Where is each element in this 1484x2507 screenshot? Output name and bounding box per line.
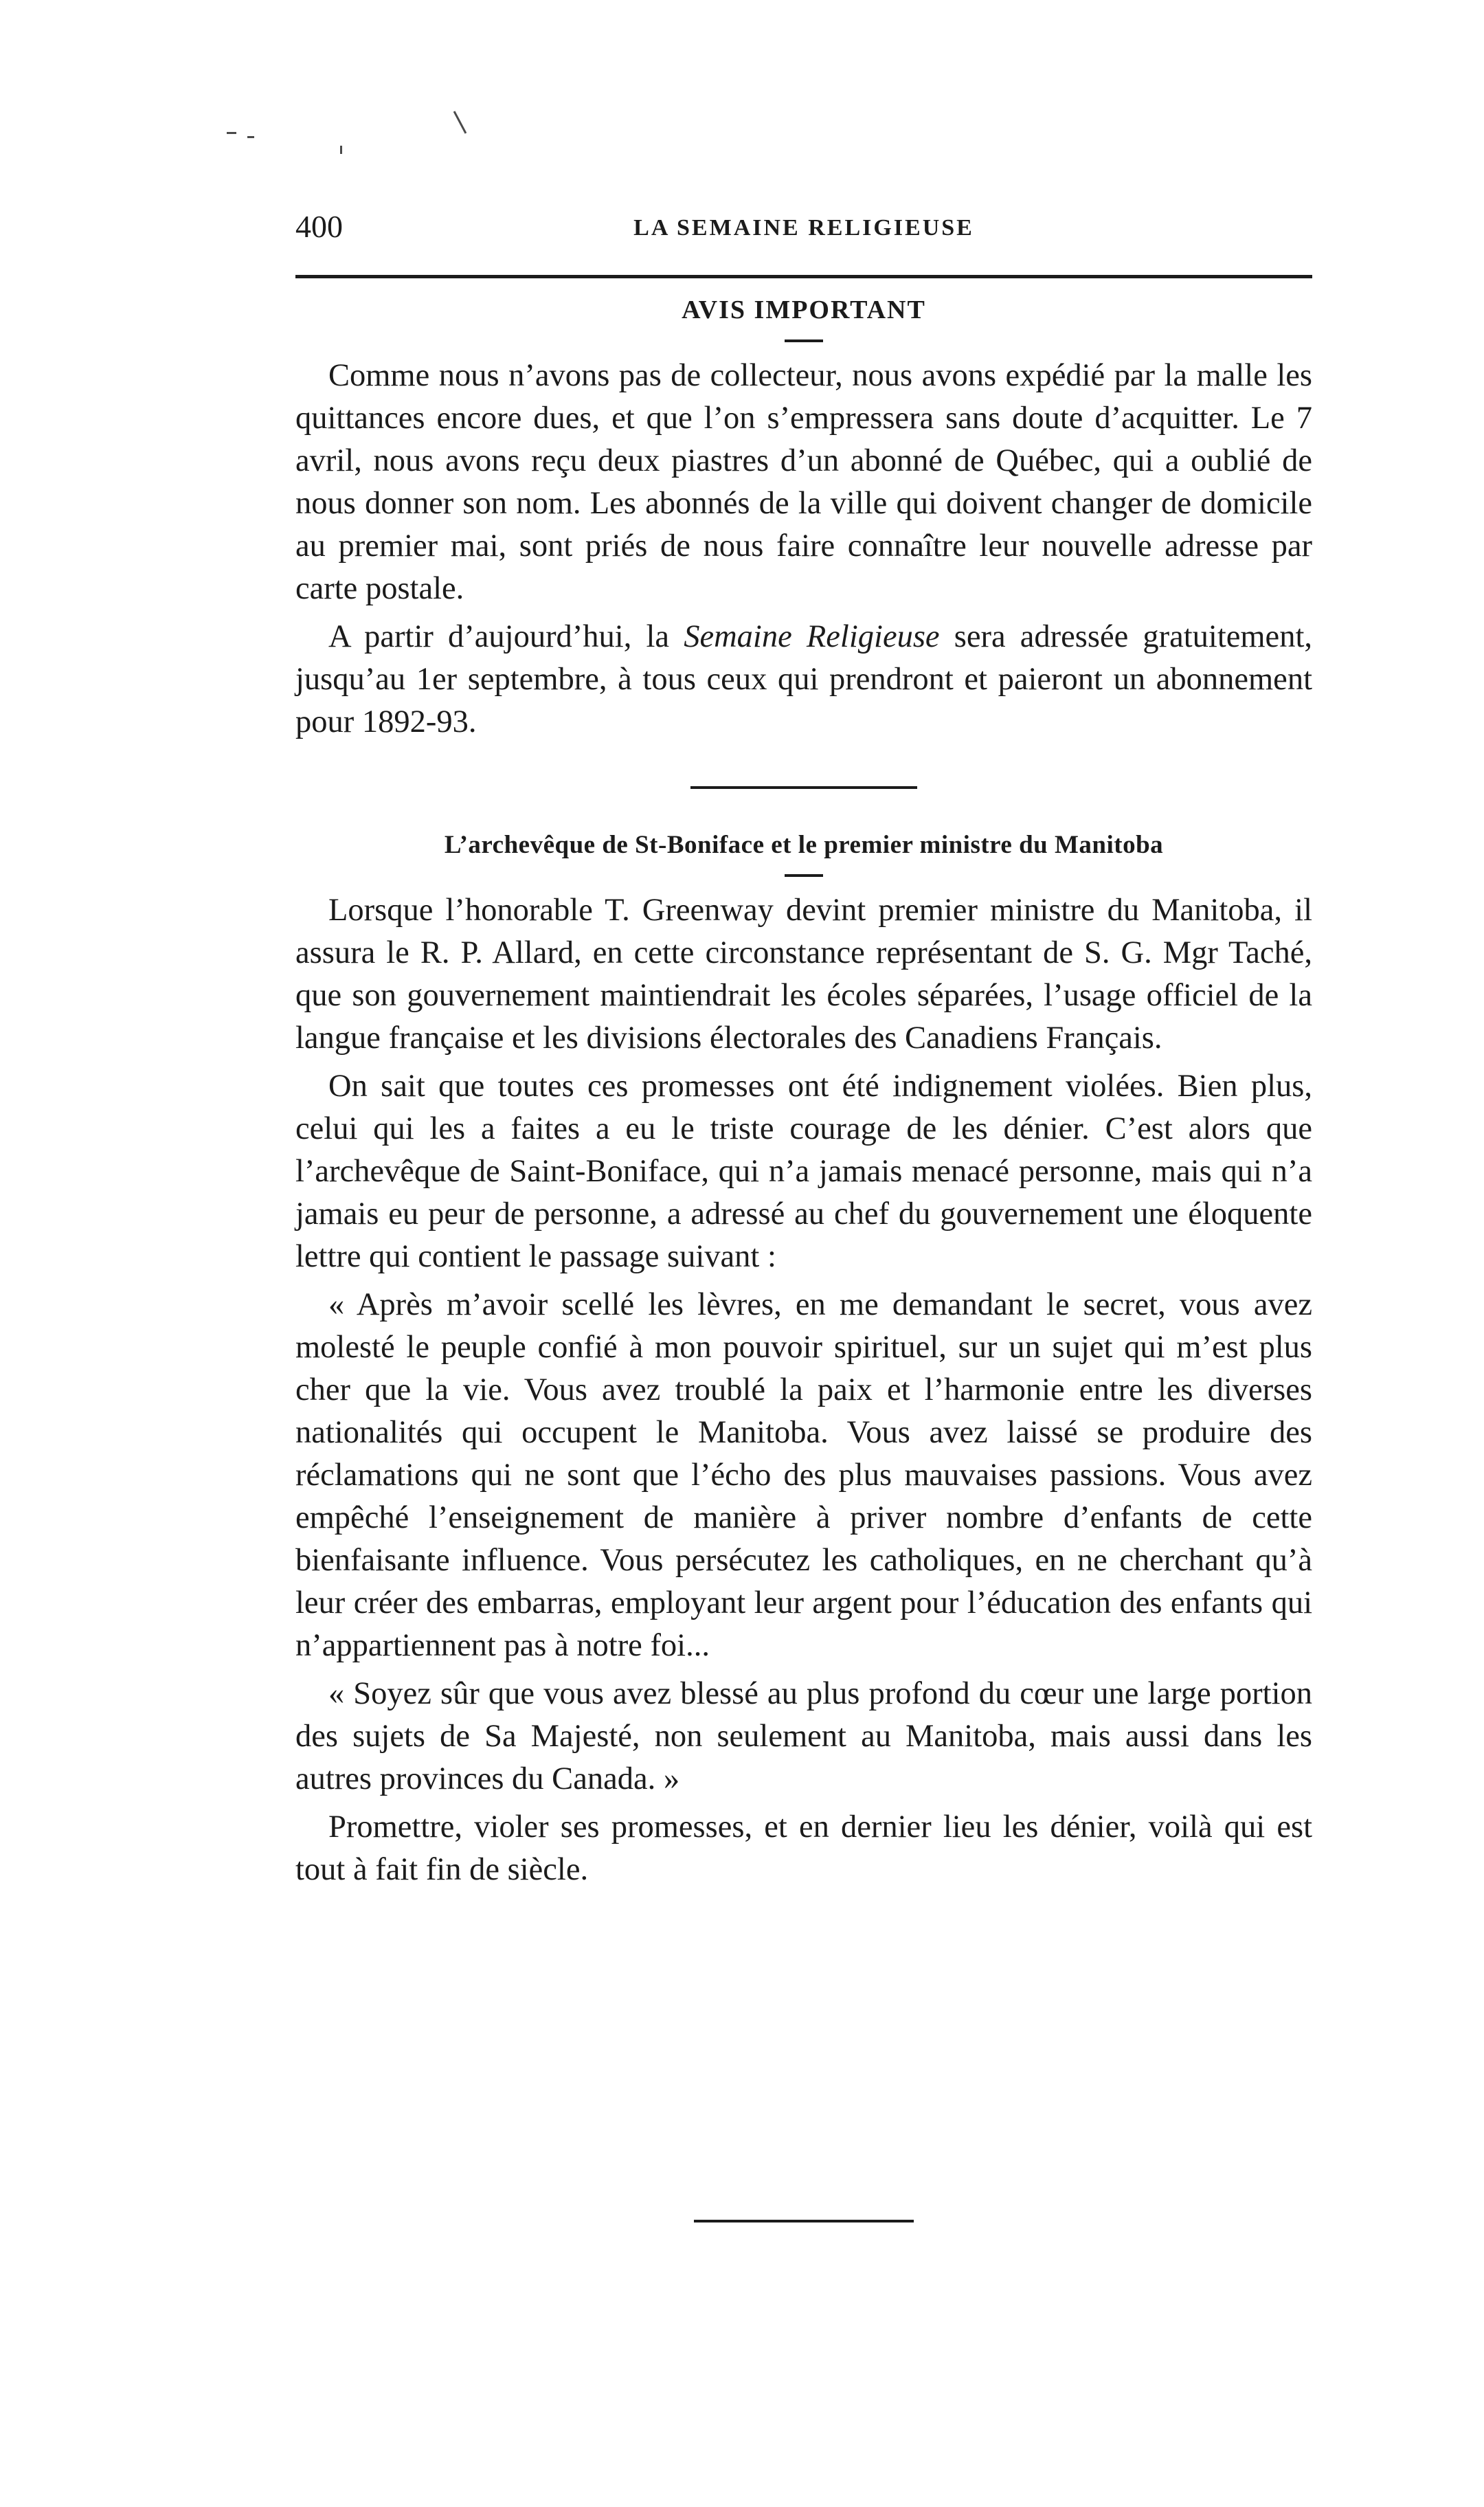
publication-name: Semaine Religieuse bbox=[684, 619, 940, 654]
quoted-letter-paragraph: « Soyez sûr que vous avez blessé au plus profond du cœur une large portion des sujets de Sa Majesté, non seulement au Manitoba, mais aussi dans les autres provinces du Canada. » bbox=[295, 1676, 1312, 1796]
article-paragraph: Lorsque l’honorable T. Greenway devint premier ministre du Manitoba, il assura le R. P. Allard, en cette circonstance représentant de S. G. Mgr Taché, que son gouvernement maintiendrait les écoles séparées, l’usage officiel de la langue française et les divisions électorales des Canadiens Français. bbox=[295, 893, 1312, 1056]
notice-title: AVIS IMPORTANT bbox=[682, 296, 926, 324]
scan-speck bbox=[453, 111, 467, 133]
title-dash bbox=[785, 874, 823, 877]
scan-speck bbox=[247, 136, 254, 138]
notice-paragraph-2 bbox=[295, 616, 1312, 744]
notice-text-before: A partir d’aujourd’hui, la bbox=[328, 619, 684, 654]
notice-text-after: sera adressée gratuitement, jusqu’au 1er septembre, à tous ceux qui prendront et paieront un abonnement pour 1892-93. bbox=[295, 619, 1312, 739]
article-paragraph: Promettre, violer ses promesses, et en dernier lieu les dénier, voilà qui est tout à fait fin de siècle. bbox=[295, 1809, 1312, 1887]
quoted-letter-paragraph: « Après m’avoir scellé les lèvres, en me demandant le secret, vous avez molesté le peuple confié à mon pouvoir spirituel, sur un sujet qui m’est plus cher que la vie. Vous avez troublé la paix et l’harmonie entre les diverses nationalités qui occupent le Manitoba. Vous avez laissé se produire des réclamations qui ne sont que l’écho des plus mauvaises passions. Vous avez empêché l’enseignement de manière à priver nombre d’enfants de cette bienfaisante influence. Vous persécutez les catholiques, en ne cherchant qu’à leur créer des embarras, employant leur argent pour l’éducation des enfants qui n’appartiennent pas à notre foi... bbox=[295, 1287, 1312, 1663]
scan-speck bbox=[227, 132, 236, 134]
title-dash bbox=[785, 339, 823, 342]
notice-paragraph: Comme nous n’avons pas de collecteur, nous avons expédié par la malle les quittances encore dues, et que l’on s’empressera sans doute d’acquitter. Le 7 avril, nous avons reçu deux piastres d’un abonné de Québec, qui a oublié de nous donner son nom. Les abonnés de la ville qui doivent changer de domicile au premier mai, sont priés de nous faire connaître leur nouvelle adresse par carte postale. bbox=[295, 358, 1312, 606]
scan-speck bbox=[340, 146, 342, 154]
running-head: LA SEMAINE RELIGIEUSE bbox=[633, 215, 974, 241]
end-separator bbox=[694, 2220, 914, 2222]
article-paragraph: On sait que toutes ces promesses ont été indignement violées. Bien plus, celui qui les a faites a eu le triste courage de les dénier. C’est alors que l’archevêque de Saint-Boniface, qui n’a jamais menacé personne, mais qui n’a jamais eu peur de personne, a adressé au chef du gouvernement une éloquente lettre qui contient le passage suivant : bbox=[295, 1069, 1312, 1274]
page-content bbox=[295, 289, 1312, 1891]
page-header bbox=[295, 206, 1312, 247]
article-title: L’archevêque de St-Boniface et le premier ministre du Manitoba bbox=[444, 831, 1164, 859]
section-separator bbox=[690, 786, 917, 789]
header-rule bbox=[295, 275, 1312, 278]
page-number: 400 bbox=[295, 209, 343, 244]
